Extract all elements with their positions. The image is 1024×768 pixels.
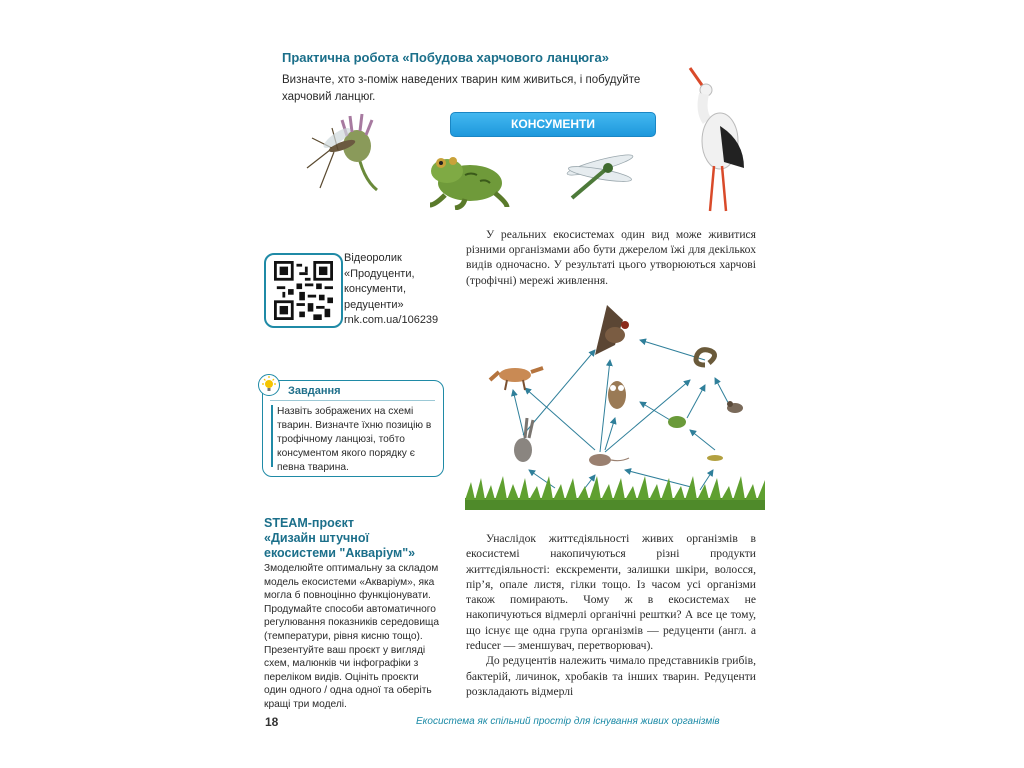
hawk-icon: [595, 305, 629, 355]
video-line-2: «Продуценти,: [344, 267, 415, 280]
task-accent-bar: [271, 405, 273, 467]
food-web-diagram: [465, 300, 765, 520]
mosquito-on-thistle-image: [302, 108, 392, 193]
page-number: 18: [265, 715, 279, 729]
mouse-icon: [589, 454, 629, 466]
lightbulb-icon: [258, 374, 280, 396]
dragonfly-image: [560, 150, 640, 205]
paragraph-reducers: [466, 531, 756, 699]
video-line-3: консументи,: [344, 283, 406, 295]
video-line-1: Відеоролик: [344, 252, 402, 264]
paragraph-reducers-1: Унаслідок життєдіяльності живих організмів в екосистемі накопичуються різні продукти життєдіяльності: екскременти, залишки шкіри, волосся, пір’я, опале листя, гілки тощо. Із часом усі організми також помирають. Чому ж в екосистемах не накопичуються відмерлі органічні рештки? А все це тому, що існує ще одна група організмів — редуценти (англ. a reducer — зменшувач, перетворювач).: [466, 532, 756, 653]
paragraph-food-webs: У реальних екосистемах один вид може живитися різними організмами або бути джерелом їжі для декількох видів одночасно. У результаті цього утворюються харчові (трофічні) мережі живлення.: [466, 228, 756, 287]
practical-work-title: Практична робота «Побудова харчового ланцюга»: [282, 50, 609, 65]
steam-title-line-1: STEAM-проєкт: [264, 516, 355, 530]
grasshopper-icon: [707, 455, 723, 461]
paragraph-reducers-2: До редуцентів належить чимало представників грибів, бактерій, личинок, хробаків та інших тварин. Редуценти розкладають відмерлі: [466, 654, 756, 698]
frog-small-icon: [668, 416, 686, 428]
task-divider: [270, 400, 435, 401]
fox-icon: [490, 368, 543, 390]
footer-section-title: Екосистема як спільний простір для існування живих організмів: [416, 716, 720, 727]
consumers-label: КОНСУМЕНТИ: [450, 112, 656, 137]
video-line-4: редуценти»: [344, 298, 404, 311]
task-text: Назвіть зображених на схемі тварин. Визначте їхню позицію в трофічному ланцюзі, тобто консументом якого порядку є певна тварина.: [277, 406, 432, 473]
steam-project-title: [264, 516, 444, 561]
owl-icon: [608, 381, 626, 409]
qr-code-box[interactable]: [264, 253, 343, 328]
hare-icon: [514, 418, 533, 462]
stork-image: [682, 66, 752, 214]
bird-icon: [727, 401, 743, 413]
steam-title-line-2: «Дизайн штучної: [264, 531, 370, 545]
video-link-text[interactable]: [344, 251, 454, 329]
steam-project-text: Змоделюйте оптимальну за складом модель екосистеми «Акваріум», яка могла б повноцінно функціонувати. Продумайте способи автоматичного регулювання показників середовища (температури, рівня кисню тощо). Презентуйте ваш проєкт у вигляді схем, малюнків чи інфографіки з переліком видів. Оцініть проєкти один одного / одна одної та оберіть кращі три моделі.: [264, 563, 440, 710]
frog-image: [425, 145, 510, 210]
grass-image: [465, 476, 765, 510]
snake-icon: [696, 350, 715, 365]
practical-work-instruction: Визначте, хто з-поміж наведених тварин ким живиться, і побудуйте харчовий ланцюг.: [282, 74, 641, 103]
task-title: Завдання: [288, 385, 341, 397]
qr-code-icon[interactable]: [274, 261, 333, 320]
steam-title-line-3: екосистеми "Акваріум"»: [264, 546, 416, 560]
video-url[interactable]: rnk.com.ua/106239: [344, 314, 439, 326]
